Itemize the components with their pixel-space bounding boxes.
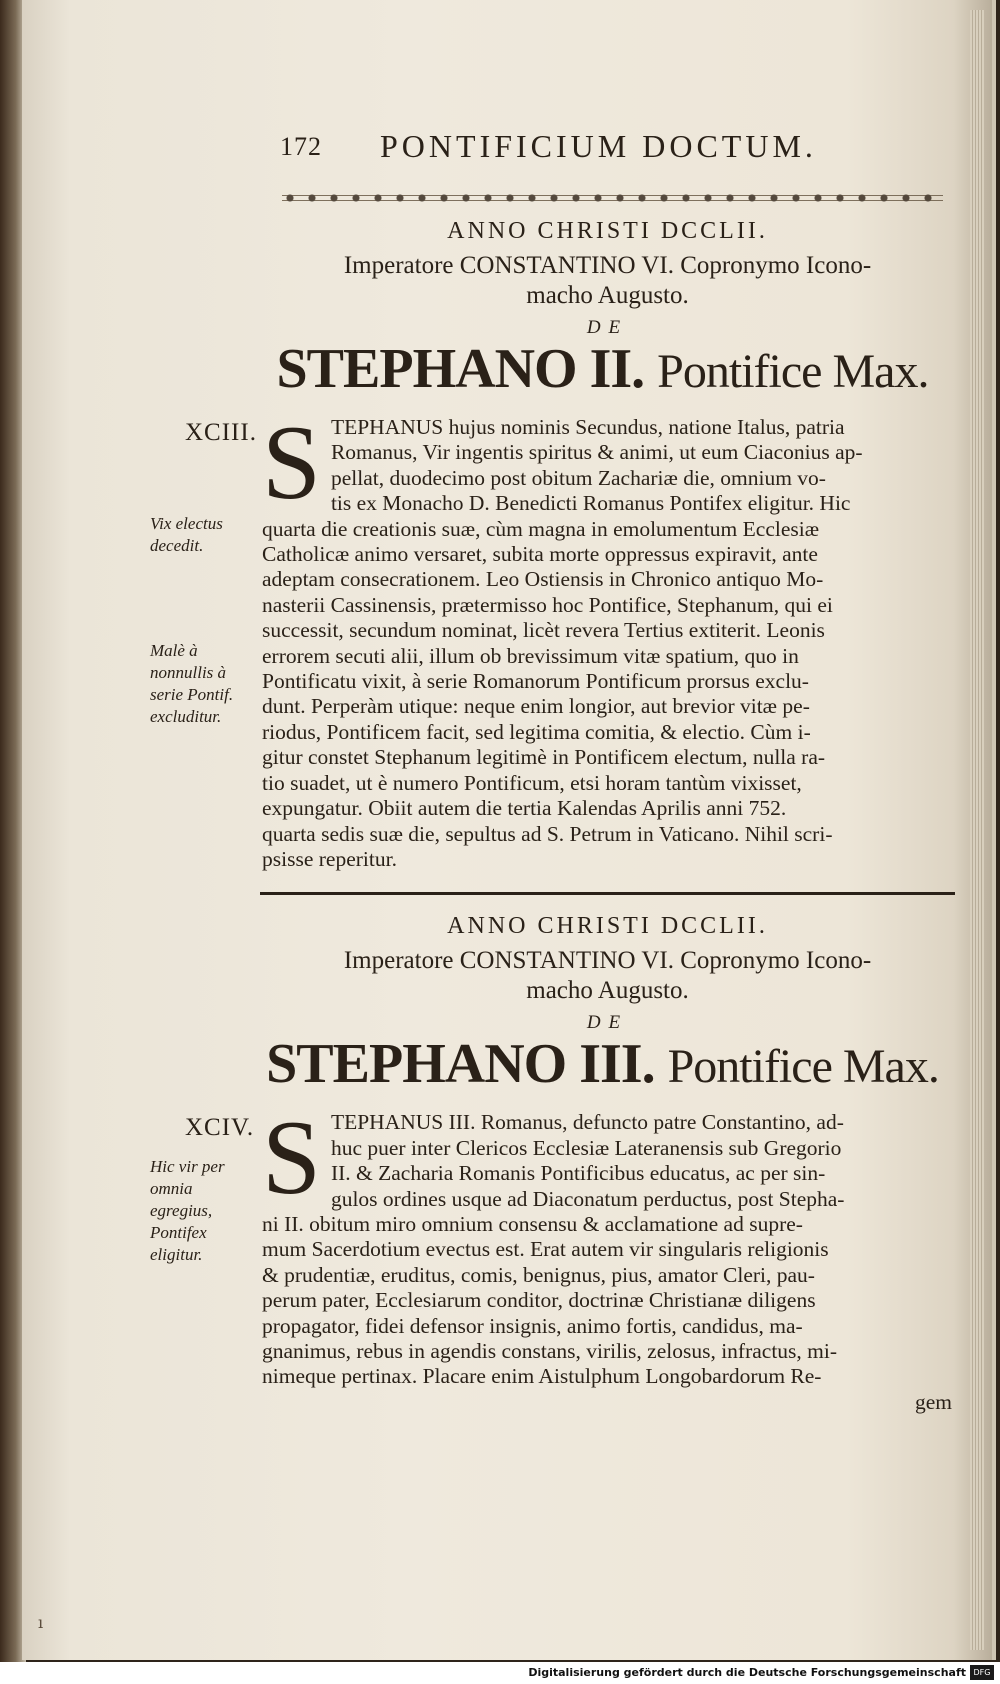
text-line: riodus, Pontificem facit, sed legitima comitia, & electio. Cùm i-: [262, 719, 811, 744]
de-label: DE: [586, 1012, 629, 1034]
text-line: perum pater, Ecclesiarum conditor, doctrinæ Christianæ diligens: [262, 1288, 816, 1313]
text-line: psisse reperitur.: [262, 846, 397, 871]
imperator-line-1: Imperatore CONSTANTINO VI. Copronymo Icono-: [343, 252, 872, 279]
text-line: gitur constet Stephanum legitimè in Pontificem electum, nulla ra-: [262, 745, 826, 770]
text-line: pellat, duodecimo post obitum Zachariæ die, omnium vo-: [330, 465, 826, 490]
text-line: nimeque pertinax. Placare enim Aistulphum Longobardorum Re-: [262, 1364, 822, 1389]
catchword: gem: [914, 1389, 952, 1414]
margin-note: Hic vir per omnia egregius, Pontifex eligitur.: [150, 1157, 225, 1265]
text-line: & prudentiæ, eruditus, comis, benignus, pius, amator Cleri, pau-: [262, 1262, 815, 1287]
imperator-line-2: macho Augusto.: [526, 282, 689, 309]
text-line: propagator, fidei defensor insignis, animo fortis, candidus, ma-: [262, 1313, 803, 1338]
text-line: Romanus, Vir ingentis spiritus & animi, ut eum Ciaconius ap-: [330, 440, 863, 465]
text-line: gnanimus, rebus in agendis constans, virilis, zelosus, infractus, mi-: [262, 1338, 838, 1363]
pope-heading: [250, 337, 955, 401]
text-line: tis ex Monacho D. Benedicti Romanus Pontifex eligitur. Hic: [330, 491, 851, 516]
entry-section: [150, 1099, 955, 1415]
text-line: II. & Zacharia Romanis Pontificibus educatus, ac per sin-: [330, 1161, 826, 1186]
text-line: Pontificatu vixit, à serie Romanorum Pontificum prorsus exclu-: [262, 669, 809, 694]
page-edges: [970, 10, 984, 1650]
imperator-line: [260, 251, 955, 311]
margin-note: Malè à nonnullis à serie Pontif. excluditur.: [150, 641, 234, 726]
drop-capital: S: [262, 404, 321, 521]
pope-name: STEPHANO III.: [266, 1033, 655, 1096]
text-line: adeptam consecrationem. Leo Ostiensis in Chronico antiquo Mo-: [262, 567, 824, 592]
page-number: 172: [280, 132, 322, 161]
footer-credit: Digitalisierung gefördert durch die Deutsche Forschungsgemeinschaft: [528, 1666, 966, 1679]
entry-text: [262, 1099, 952, 1415]
ornament-border: [282, 186, 943, 210]
de-label: DE: [586, 317, 629, 338]
margin-note: Vix electus decedit.: [150, 514, 223, 555]
margin-mark: ı: [38, 1613, 44, 1632]
imperator-line-2: macho Augusto.: [526, 977, 689, 1005]
drop-capital: S: [262, 1099, 321, 1217]
pope-heading: [250, 1032, 955, 1096]
anno-heading: ANNO CHRISTI DCCLII.: [447, 913, 768, 940]
imperator-line-1: Imperatore CONSTANTINO VI. Copronymo Icono-: [343, 947, 872, 975]
entry-number: XCIII.: [185, 419, 257, 446]
text-line: nasterii Cassinensis, prætermisso hoc Pontifice, Stephanum, qui ei: [262, 592, 833, 617]
anno-heading: ANNO CHRISTI DCCLII.: [447, 218, 768, 244]
footer-bar: [0, 1662, 1000, 1684]
page-content: [150, 120, 955, 1415]
pope-title: Pontifice Max.: [657, 345, 929, 398]
text-line: TEPHANUS III. Romanus, defuncto patre Constantino, ad-: [330, 1110, 844, 1135]
text-line: Catholicæ animo versaret, subita morte oppressus expiravit, ante: [262, 542, 818, 567]
text-line: quarta sedis suæ die, sepultus ad S. Petrum in Vaticano. Nihil scri-: [262, 821, 833, 846]
text-line: errorem secuti alii, illum ob brevissimum vitæ spatium, quo in: [262, 643, 799, 668]
pope-name: STEPHANO II.: [276, 338, 645, 400]
text-line: TEPHANUS hujus nominis Secundus, natione Italus, patria: [330, 415, 845, 439]
text-line: huc puer inter Clericos Ecclesiæ Lateranensis sub Gregorio: [330, 1135, 842, 1160]
text-line: tio suadet, ut è numero Pontificum, etsi horam tantùm vixisset,: [262, 770, 802, 795]
entry-section: [150, 404, 955, 872]
pope-title: Pontifice Max.: [667, 1040, 939, 1094]
text-line: dunt. Perperàm utique: neque enim longior, aut brevior vitæ pe-: [262, 694, 810, 719]
text-line: quarta die creationis suæ, cùm magna in emolumentum Ecclesiæ: [262, 516, 820, 541]
imperator-line: [260, 946, 955, 1006]
text-line: mum Sacerdotium evectus est. Erat autem vir singularis religionis: [262, 1237, 829, 1262]
running-title: PONTIFICIUM DOCTUM.: [380, 128, 817, 164]
running-head: [150, 120, 955, 180]
entry-number: XCIV.: [185, 1114, 255, 1142]
text-line: successit, secundum nominat, licèt revera Tertius extiterit. Leonis: [262, 618, 825, 643]
dfg-logo-icon: DFG: [970, 1665, 994, 1680]
text-line: gulos ordines usque ad Diaconatum perductus, post Stepha-: [330, 1186, 845, 1211]
text-line: ni II. obitum miro omnium consensu & acclamatione ad supre-: [262, 1211, 803, 1236]
text-line: expungatur. Obiit autem die tertia Kalendas Aprilis anni 752.: [262, 796, 787, 821]
section-divider: [260, 892, 955, 895]
entry-text: [262, 404, 952, 872]
